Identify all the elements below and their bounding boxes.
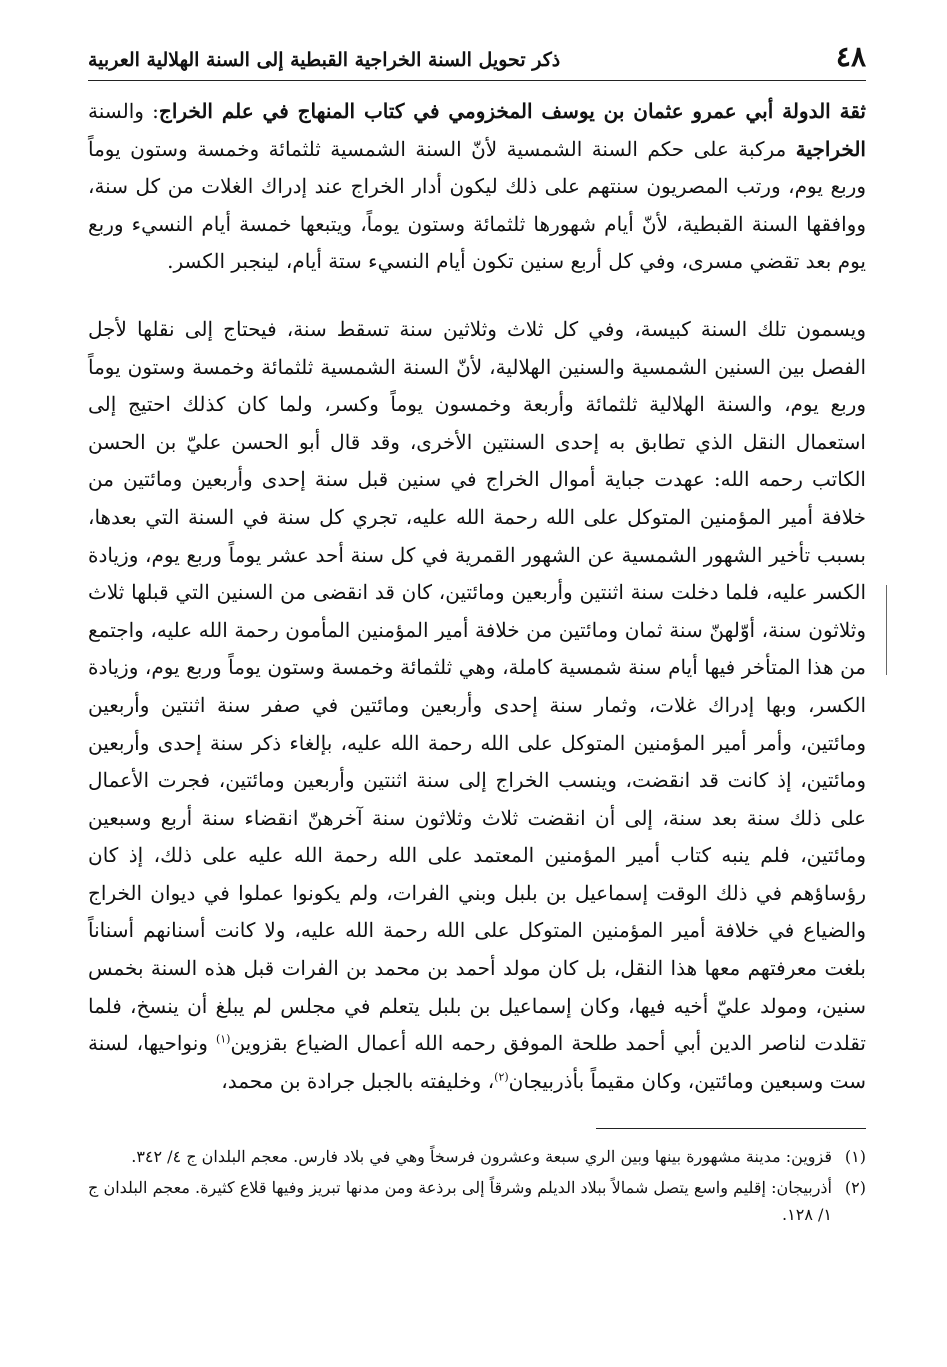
- page-number: ٤٨: [835, 40, 866, 73]
- footnote-text: أذربيجان: إقليم واسع يتصل شمالاً ببلاد الديلم وشرقاً إلى برذعة ومن مدنها تبريز وفيها قلاع كثيرة. معجم البلدان ج ١/ ١٢٨.: [88, 1178, 832, 1225]
- paragraph-1-text-a: : والسنة: [88, 99, 159, 123]
- footnote-number: (١): [844, 1147, 866, 1167]
- running-title: ذكر تحويل السنة الخراجية القبطية إلى السنة الهلالية العربية: [88, 49, 561, 71]
- footnotes: [88, 1143, 866, 1228]
- paragraph-1-text-b: مركبة على حكم السنة الشمسية لأنّ السنة الشمسية ثلثمائة وخمسة وستون يوماً وربع يوم، ورتب المصريون سنتهم على ذلك ليكون أدار الخراج عند إدراك الغلات من كل سنة، ووافقها السنة القبطية، لأنّ أيام شهورها ثلثمائة وستون يوماً، ويتبعها خمسة أيام النسيء وربع يوم بعد تقضي مسرى، وفي كل أربع سنين تكون أيام النسيء ستة أيام، لينجبر الكسر.: [88, 136, 866, 274]
- paragraph-2: [88, 311, 866, 1100]
- footnote-marker-2[interactable]: (٢): [494, 1070, 509, 1084]
- paragraph-2-text-c: ، وخليفته بالجبل جرادة بن محمد،: [221, 1068, 495, 1093]
- running-header: [88, 36, 866, 81]
- book-page: [88, 36, 866, 1336]
- paragraph-1: [88, 93, 866, 281]
- main-text: [88, 93, 866, 1100]
- footnote-text: قزوين: مدينة مشهورة بينها وبين الري سبعة وعشرون فرسخاً وهي في بلاد فارس. معجم البلدان ج ٤/ ٣٤٢.: [131, 1147, 832, 1167]
- footnote-marker-1[interactable]: (١): [215, 1032, 231, 1046]
- footnote-number: (٢): [844, 1178, 866, 1198]
- footnote-item: [88, 1143, 866, 1170]
- footnote-item: [88, 1174, 866, 1228]
- paragraph-2-text-b: ونواحيها، لسنة ست وسبعين ومائتين، وكان مقيماً بأذربيجان: [88, 1031, 866, 1093]
- paragraph-2-text-a: ويسمون تلك السنة كبيسة، وفي كل ثلاث وثلاثين سنة تسقط سنة، فيحتاج إلى نقلها لأجل الفصل بين السنين الشمسية والسنين الهلالية، لأنّ السنة الشمسية ثلثمائة وخمسة وستون يوماً وربع يوم، والسنة الهلالية ثلثمائة وأربعة وخمسون يوماً وكسر، ولما كان كذلك احتيج إلى استعمال النقل الذي تطابق به إحدى السنتين الأخرى، وقد قال أبو الحسن عليّ بن الحسن الكاتب رحمه الله: عهدت جباية أموال الخراج في سنين قبل سنة إحدى وأربعين ومائتين من خلافة أمير المؤمنين المتوكل على الله رحمة الله عليه، تجري كل سنة في السنة التي بعدها، بسبب تأخير الشهور الشمسية عن الشهور القمرية في كل سنة أحد عشر يوماً وربع يوم، وزيادة الكسر عليه، فلما دخلت سنة اثنتين وأربعين ومائتين، كان قد انقضى من السنين التي قبلها ثلاث وثلاثون سنة، أوّلهنّ سنة ثمان ومائتين من خلافة أمير المؤمنين المأمون رحمة الله عليه، واجتمع من هذا المتأخر فيها أيام سنة شمسية كاملة، وهي ثلثمائة وخمسة وستون يوماً وربع يوم، وزيادة الكسر، وبها إدراك غلات، وثمار سنة إحدى وأربعين ومائتين في صفر سنة اثنتين وأربعين ومائتين، وأمر أمير المؤمنين المتوكل على الله رحمة الله عليه، بإلغاء ذكر سنة إحدى وأربعين ومائتين، إذ كانت قد انقضت، وينسب الخراج إلى سنة اثنتين وأربعين ومائتين، فجرت الأعمال على ذلك سنة بعد سنة، إلى أن انقضت ثلاث وثلاثون سنة آخرهنّ انقضاء سنة أربع وسبعين ومائتين، فلم ينبه كتاب أمير المؤمنين المعتمد على الله رحمة الله عليه على ذلك، إذ كان رؤساؤهم في ذلك الوقت إسماعيل بن بلبل وبني الفرات، ولم يكونوا عملوا في ديوان الخراج والضياع في خلافة أمير المؤمنين المتوكل على الله رحمة الله عليه، ولا كانت أسنانهم أسناناً بلغت معرفتهم معها هذا النقل، بل كان مولد أحمد بن محمد بن الفرات قبل هذه السنة بخمس سنين، ومولد عليّ أخيه فيها، وكان إسماعيل بن بلبل يتعلم في مجلس لم يبلغ أن ينسخ، فلما تقلدت لناصر الدين أبي أحمد طلحة الموفق رحمه الله أعمال الضياع بقزوين: [88, 316, 867, 1056]
- bold-lead-text: ثقة الدولة أبي عمرو عثمان بن يوسف المخزومي في كتاب المنهاج في علم الخراج: [158, 99, 866, 123]
- footnote-divider: [596, 1128, 866, 1129]
- bold-term: الخراجية: [795, 136, 866, 161]
- margin-mark: [886, 585, 887, 675]
